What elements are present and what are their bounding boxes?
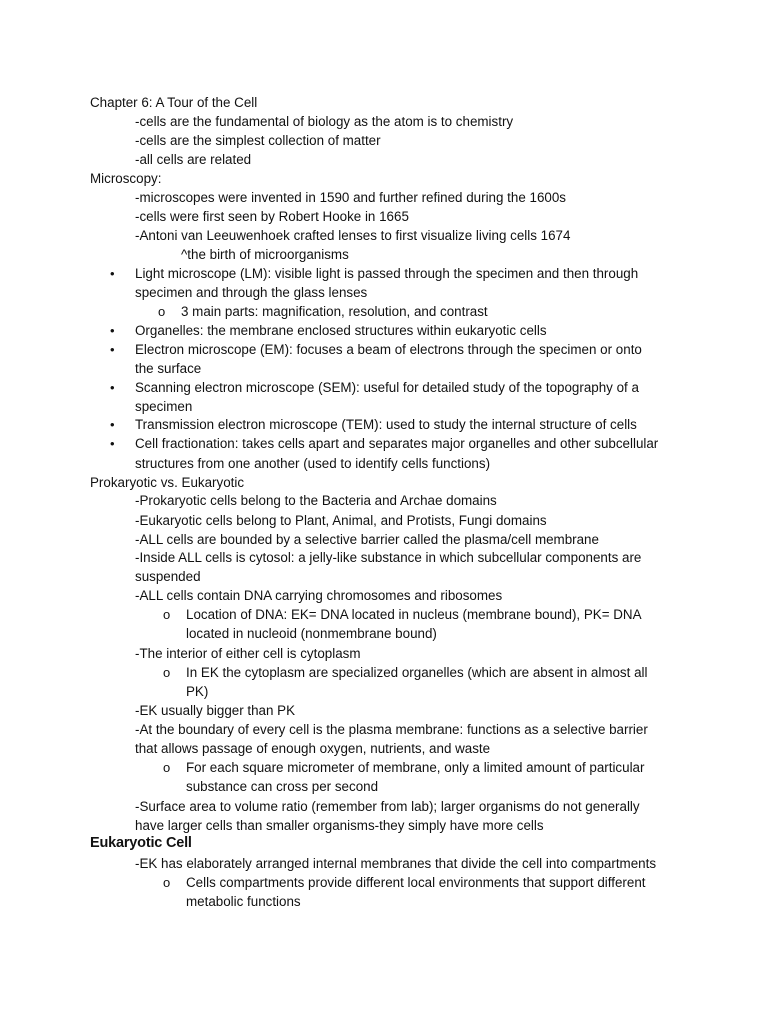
bullet-item-continuation: specimen <box>135 399 193 414</box>
sub-bullet-icon: o <box>158 304 166 319</box>
bullet-item-continuation: the surface <box>135 361 202 376</box>
text-line: -Surface area to volume ratio (remember from lab); larger organisms do not generally <box>135 799 640 814</box>
bullet-icon: • <box>110 380 115 395</box>
text-line: -Prokaryotic cells belong to the Bacteria and Archae domains <box>135 493 497 508</box>
section-heading-prokaryotic-vs-eukaryotic: Prokaryotic vs. Eukaryotic <box>90 475 245 490</box>
sub-bullet-item-continuation: substance can cross per second <box>186 779 379 794</box>
sub-bullet-item-continuation: PK) <box>186 684 209 699</box>
text-line: -Inside ALL cells is cytosol: a jelly-like substance in which subcellular components are <box>135 550 642 565</box>
bullet-icon: • <box>110 323 115 338</box>
text-line: -At the boundary of every cell is the plasma membrane: functions as a selective barrier <box>135 722 648 737</box>
bullet-item: Light microscope (LM): visible light is passed through the specimen and then through <box>135 266 639 281</box>
bullet-item: Transmission electron microscope (TEM): used to study the internal structure of cells <box>135 417 637 432</box>
sub-bullet-item: 3 main parts: magnification, resolution, and contrast <box>181 304 488 319</box>
text-line: -EK usually bigger than PK <box>135 703 296 718</box>
bullet-icon: • <box>110 266 115 281</box>
text-line: -cells are the simplest collection of matter <box>135 133 381 148</box>
sub-bullet-icon: o <box>163 760 171 775</box>
text-line: suspended <box>135 569 201 584</box>
text-line: -The interior of either cell is cytoplasm <box>135 646 361 661</box>
text-line: -ALL cells contain DNA carrying chromosomes and ribosomes <box>135 588 503 603</box>
bullet-item: Electron microscope (EM): focuses a beam of electrons through the specimen or onto <box>135 342 642 357</box>
text-line: -cells are the fundamental of biology as the atom is to chemistry <box>135 114 514 129</box>
sub-bullet-icon: o <box>163 875 171 890</box>
text-line: -ALL cells are bounded by a selective barrier called the plasma/cell membrane <box>135 532 599 547</box>
section-heading-microscopy: Microscopy: <box>90 171 162 186</box>
sub-bullet-icon: o <box>163 607 171 622</box>
sub-bullet-item: Cells compartments provide different local environments that support different <box>186 875 646 890</box>
bullet-item: Scanning electron microscope (SEM): useful for detailed study of the topography of a <box>135 380 639 395</box>
text-line: -cells were first seen by Robert Hooke in 1665 <box>135 209 409 224</box>
bullet-icon: • <box>110 436 115 451</box>
bullet-item-continuation: specimen and through the glass lenses <box>135 285 368 300</box>
text-line: have larger cells than smaller organisms-they simply have more cells <box>135 818 544 833</box>
sub-bullet-item: In EK the cytoplasm are specialized organelles (which are absent in almost all <box>186 665 648 680</box>
section-heading-eukaryotic-cell: Eukaryotic Cell <box>90 835 192 851</box>
bullet-item: Cell fractionation: takes cells apart and separates major organelles and other subcellular <box>135 436 659 451</box>
bullet-item: Organelles: the membrane enclosed structures within eukaryotic cells <box>135 323 547 338</box>
sub-bullet-item: Location of DNA: EK= DNA located in nucleus (membrane bound), PK= DNA <box>186 607 642 622</box>
bullet-item-continuation: structures from one another (used to identify cells functions) <box>135 456 491 471</box>
chapter-title: Chapter 6: A Tour of the Cell <box>90 95 258 110</box>
text-line: ^the birth of microorganisms <box>181 247 349 262</box>
bullet-icon: • <box>110 417 115 432</box>
text-line: -all cells are related <box>135 152 252 167</box>
bullet-icon: • <box>110 342 115 357</box>
text-line: that allows passage of enough oxygen, nutrients, and waste <box>135 741 491 756</box>
sub-bullet-item-continuation: metabolic functions <box>186 894 301 909</box>
text-line: -microscopes were invented in 1590 and further refined during the 1600s <box>135 190 566 205</box>
sub-bullet-item-continuation: located in nucleoid (nonmembrane bound) <box>186 626 437 641</box>
sub-bullet-item: For each square micrometer of membrane, only a limited amount of particular <box>186 760 645 775</box>
text-line: -EK has elaborately arranged internal membranes that divide the cell into compartments <box>135 856 657 871</box>
text-line: -Eukaryotic cells belong to Plant, Animal, and Protists, Fungi domains <box>135 513 547 528</box>
text-line: -Antoni van Leeuwenhoek crafted lenses to first visualize living cells 1674 <box>135 228 571 243</box>
sub-bullet-icon: o <box>163 665 171 680</box>
